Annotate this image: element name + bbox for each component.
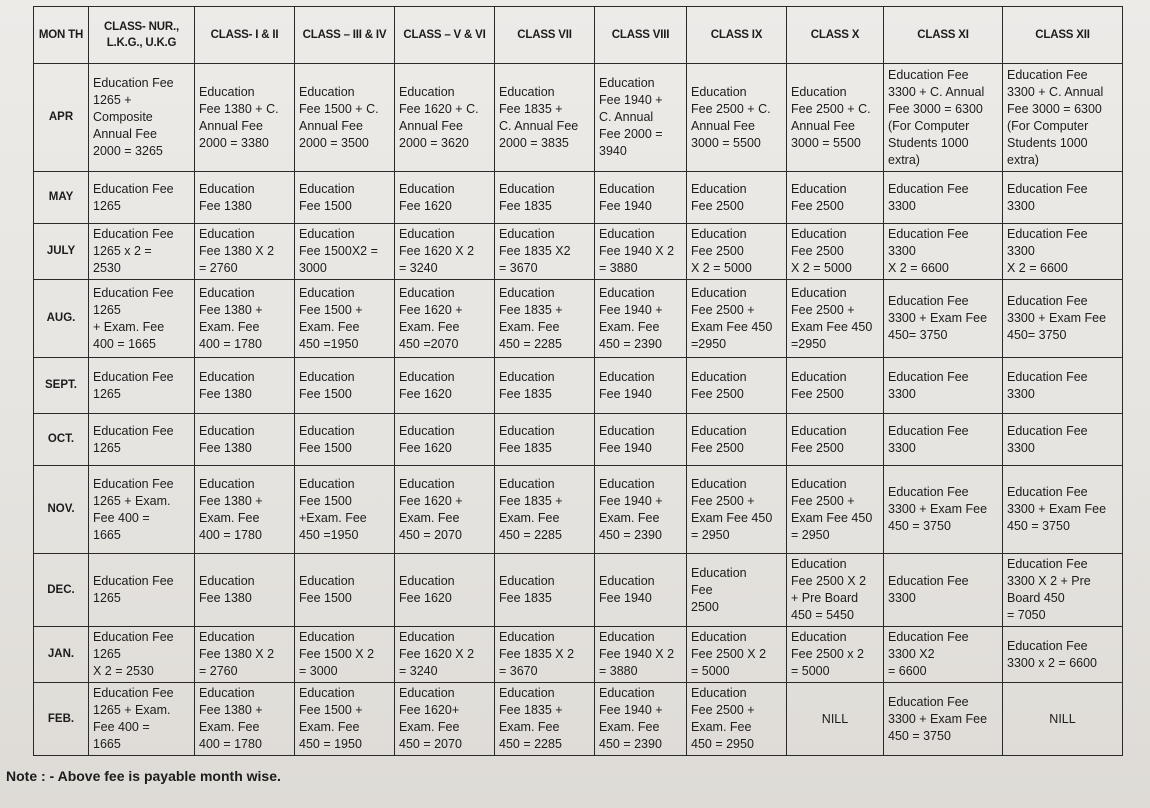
- fee-cell: Education Fee 1620 X 2 = 3240: [395, 627, 495, 683]
- fee-cell: Education Fee 1620 + Exam. Fee 450 = 2070: [395, 466, 495, 554]
- fee-cell: NILL: [1003, 683, 1123, 756]
- fee-cell: Education Fee 3300: [884, 554, 1003, 627]
- table-row: [34, 627, 1123, 683]
- fee-cell: Education Fee 1620 X 2 = 3240: [395, 224, 495, 280]
- fee-cell: Education Fee 3300: [1003, 358, 1123, 414]
- header-class-9: CLASS IX: [687, 7, 787, 64]
- fee-cell: Education Fee 1940 + Exam. Fee 450 = 2390: [595, 466, 687, 554]
- fee-cell: Education Fee 3300: [884, 358, 1003, 414]
- header-class-10: CLASS X: [787, 7, 884, 64]
- fee-cell: Education Fee 1620 + C. Annual Fee 2000 = 3620: [395, 64, 495, 172]
- table-row: [34, 414, 1123, 466]
- fee-cell: Education Fee 1940 + C. Annual Fee 2000 = 3940: [595, 64, 687, 172]
- fee-cell: Education Fee 1940 + Exam. Fee 450 = 2390: [595, 683, 687, 756]
- fee-cell: Education Fee 3300 X 2 = 6600: [1003, 224, 1123, 280]
- fee-cell: Education Fee 1835 + Exam. Fee 450 = 2285: [495, 280, 595, 358]
- month-cell: FEB.: [34, 683, 89, 756]
- fee-cell: Education Fee 1500 +Exam. Fee 450 =1950: [295, 466, 395, 554]
- month-cell: SEPT.: [34, 358, 89, 414]
- fee-cell: Education Fee 3300 + C. Annual Fee 3000 = 6300 (For Computer Students 1000 extra): [1003, 64, 1123, 172]
- fee-cell: Education Fee 1620: [395, 358, 495, 414]
- header-class-1-2: CLASS- I & II: [195, 7, 295, 64]
- fee-table-body: [34, 64, 1123, 756]
- table-row: [34, 172, 1123, 224]
- fee-cell: Education Fee 1500 + C. Annual Fee 2000 = 3500: [295, 64, 395, 172]
- header-row: [34, 7, 1123, 64]
- month-cell: MAY: [34, 172, 89, 224]
- header-class-3-4: CLASS – III & IV: [295, 7, 395, 64]
- fee-cell: Education Fee 1835 + Exam. Fee 450 = 2285: [495, 466, 595, 554]
- fee-cell: Education Fee 1835 X2 = 3670: [495, 224, 595, 280]
- fee-cell: Education Fee 1940: [595, 414, 687, 466]
- fee-cell: Education Fee 1835 + Exam. Fee 450 = 2285: [495, 683, 595, 756]
- fee-cell: Education Fee 2500 + Exam Fee 450 =2950: [687, 280, 787, 358]
- fee-cell: Education Fee 1265 + Composite Annual Fee 2000 = 3265: [89, 64, 195, 172]
- fee-cell: Education Fee 1835: [495, 414, 595, 466]
- fee-cell: Education Fee 1380: [195, 172, 295, 224]
- fee-cell: Education Fee 2500 + Exam Fee 450 = 2950: [687, 466, 787, 554]
- table-row: [34, 224, 1123, 280]
- fee-cell: Education Fee 1265: [89, 554, 195, 627]
- header-class-7: CLASS VII: [495, 7, 595, 64]
- header-class-5-6: CLASS – V & VI: [395, 7, 495, 64]
- fee-cell: Education Fee 2500 X 2 = 5000: [787, 224, 884, 280]
- fee-cell: Education Fee 2500 + C. Annual Fee 3000 = 5500: [687, 64, 787, 172]
- fee-cell: Education Fee 3300 + Exam Fee 450= 3750: [884, 280, 1003, 358]
- fee-cell: Education Fee 1835: [495, 172, 595, 224]
- fee-cell: Education Fee 3300: [884, 414, 1003, 466]
- fee-cell: Education Fee 2500: [787, 172, 884, 224]
- fee-cell: Education Fee 1380: [195, 554, 295, 627]
- fee-cell: Education Fee 2500 X 2 = 5000: [687, 627, 787, 683]
- fee-cell: Education Fee 1835 X 2 = 3670: [495, 627, 595, 683]
- month-cell: JAN.: [34, 627, 89, 683]
- fee-cell: Education Fee 2500: [687, 358, 787, 414]
- fee-cell: Education Fee 2500: [687, 172, 787, 224]
- fee-cell: Education Fee 2500 + Exam Fee 450 = 2950: [787, 466, 884, 554]
- fee-cell: Education Fee 1940 + Exam. Fee 450 = 2390: [595, 280, 687, 358]
- fee-cell: Education Fee 1265 x 2 = 2530: [89, 224, 195, 280]
- fee-cell: Education Fee 1380 X 2 = 2760: [195, 224, 295, 280]
- fee-cell: Education Fee 2500 + C. Annual Fee 3000 = 5500: [787, 64, 884, 172]
- fee-cell: Education Fee 1620+ Exam. Fee 450 = 2070: [395, 683, 495, 756]
- month-cell: APR: [34, 64, 89, 172]
- fee-cell: Education Fee 1265 + Exam. Fee 400 = 1665: [89, 683, 195, 756]
- fee-cell: Education Fee 2500 + Exam Fee 450 =2950: [787, 280, 884, 358]
- fee-cell: Education Fee 1500: [295, 358, 395, 414]
- fee-cell: Education Fee 3300: [1003, 172, 1123, 224]
- fee-cell: Education Fee 1500 + Exam. Fee 450 =1950: [295, 280, 395, 358]
- fee-cell: Education Fee 1500 + Exam. Fee 450 = 1950: [295, 683, 395, 756]
- fee-cell: Education Fee 1380 + C. Annual Fee 2000 = 3380: [195, 64, 295, 172]
- fee-cell: Education Fee 2500: [787, 414, 884, 466]
- fee-cell: Education Fee 3300 + Exam Fee 450 = 3750: [1003, 466, 1123, 554]
- fee-cell: Education Fee 1620: [395, 172, 495, 224]
- fee-cell: Education Fee 3300 + Exam Fee 450= 3750: [1003, 280, 1123, 358]
- fee-cell: Education Fee 1835 + C. Annual Fee 2000 = 3835: [495, 64, 595, 172]
- fee-cell: Education Fee 3300: [884, 172, 1003, 224]
- fee-cell: Education Fee 1380 + Exam. Fee 400 = 1780: [195, 683, 295, 756]
- table-row: [34, 64, 1123, 172]
- fee-cell: Education Fee 1380: [195, 358, 295, 414]
- fee-cell: Education Fee 1835: [495, 358, 595, 414]
- header-class-nursery-lkg-ukg: CLASS- NUR., L.K.G., U.K.G: [89, 7, 195, 64]
- fee-cell: Education Fee 1500: [295, 172, 395, 224]
- fee-cell: Education Fee 2500: [787, 358, 884, 414]
- fee-cell: Education Fee 1380 X 2 = 2760: [195, 627, 295, 683]
- fee-cell: Education Fee 1265 + Exam. Fee 400 = 1665: [89, 466, 195, 554]
- fee-cell: Education Fee 2500: [687, 414, 787, 466]
- table-row: [34, 554, 1123, 627]
- fee-cell: Education Fee 2500 + Exam. Fee 450 = 2950: [687, 683, 787, 756]
- fee-cell: Education Fee 1940: [595, 358, 687, 414]
- fee-table: [33, 6, 1123, 756]
- fee-cell: Education Fee 1500 X 2 = 3000: [295, 627, 395, 683]
- table-row: [34, 358, 1123, 414]
- fee-cell: Education Fee 1500X2 = 3000: [295, 224, 395, 280]
- fee-cell: Education Fee 1265: [89, 414, 195, 466]
- fee-cell: Education Fee 3300 X 2 + Pre Board 450 = 7050: [1003, 554, 1123, 627]
- fee-cell: Education Fee 1500: [295, 554, 395, 627]
- header-class-11: CLASS XI: [884, 7, 1003, 64]
- month-cell: JULY: [34, 224, 89, 280]
- fee-cell: Education Fee 1940: [595, 172, 687, 224]
- fee-cell: Education Fee 3300 x 2 = 6600: [1003, 627, 1123, 683]
- fee-cell: Education Fee 1835: [495, 554, 595, 627]
- fee-cell: Education Fee 1380 + Exam. Fee 400 = 1780: [195, 280, 295, 358]
- table-row: [34, 280, 1123, 358]
- month-cell: OCT.: [34, 414, 89, 466]
- fee-cell: Education Fee 3300 + Exam Fee 450 = 3750: [884, 466, 1003, 554]
- fee-cell: Education Fee 1380: [195, 414, 295, 466]
- fee-cell: Education Fee 1265: [89, 358, 195, 414]
- table-row: [34, 683, 1123, 756]
- fee-cell: Education Fee 1940: [595, 554, 687, 627]
- fee-cell: Education Fee 3300 X2 = 6600: [884, 627, 1003, 683]
- fee-cell: Education Fee 1620: [395, 414, 495, 466]
- fee-cell: Education Fee 2500: [687, 554, 787, 627]
- fee-cell: Education Fee 1940 X 2 = 3880: [595, 627, 687, 683]
- fee-cell: Education Fee 2500 X 2 + Pre Board 450 = 5450: [787, 554, 884, 627]
- month-cell: DEC.: [34, 554, 89, 627]
- header-class-8: CLASS VIII: [595, 7, 687, 64]
- fee-cell: Education Fee 1940 X 2 = 3880: [595, 224, 687, 280]
- fee-cell: Education Fee 3300 X 2 = 6600: [884, 224, 1003, 280]
- fee-cell: Education Fee 1500: [295, 414, 395, 466]
- fee-cell: Education Fee 3300 + Exam Fee 450 = 3750: [884, 683, 1003, 756]
- month-cell: NOV.: [34, 466, 89, 554]
- table-row: [34, 466, 1123, 554]
- fee-cell: Education Fee 1265: [89, 172, 195, 224]
- fee-cell: Education Fee 1620: [395, 554, 495, 627]
- fee-cell: Education Fee 3300 + C. Annual Fee 3000 = 6300 (For Computer Students 1000 extra): [884, 64, 1003, 172]
- header-month: MON TH: [34, 7, 89, 64]
- fee-cell: Education Fee 1265 + Exam. Fee 400 = 1665: [89, 280, 195, 358]
- fee-cell: Education Fee 1380 + Exam. Fee 400 = 1780: [195, 466, 295, 554]
- fee-cell: Education Fee 1265 X 2 = 2530: [89, 627, 195, 683]
- header-class-12: CLASS XII: [1003, 7, 1123, 64]
- payment-note: Note : - Above fee is payable month wise.: [6, 768, 281, 784]
- fee-cell: Education Fee 2500 x 2 = 5000: [787, 627, 884, 683]
- month-cell: AUG.: [34, 280, 89, 358]
- fee-cell: Education Fee 3300: [1003, 414, 1123, 466]
- fee-cell: Education Fee 2500 X 2 = 5000: [687, 224, 787, 280]
- fee-cell: Education Fee 1620 + Exam. Fee 450 =2070: [395, 280, 495, 358]
- fee-cell: NILL: [787, 683, 884, 756]
